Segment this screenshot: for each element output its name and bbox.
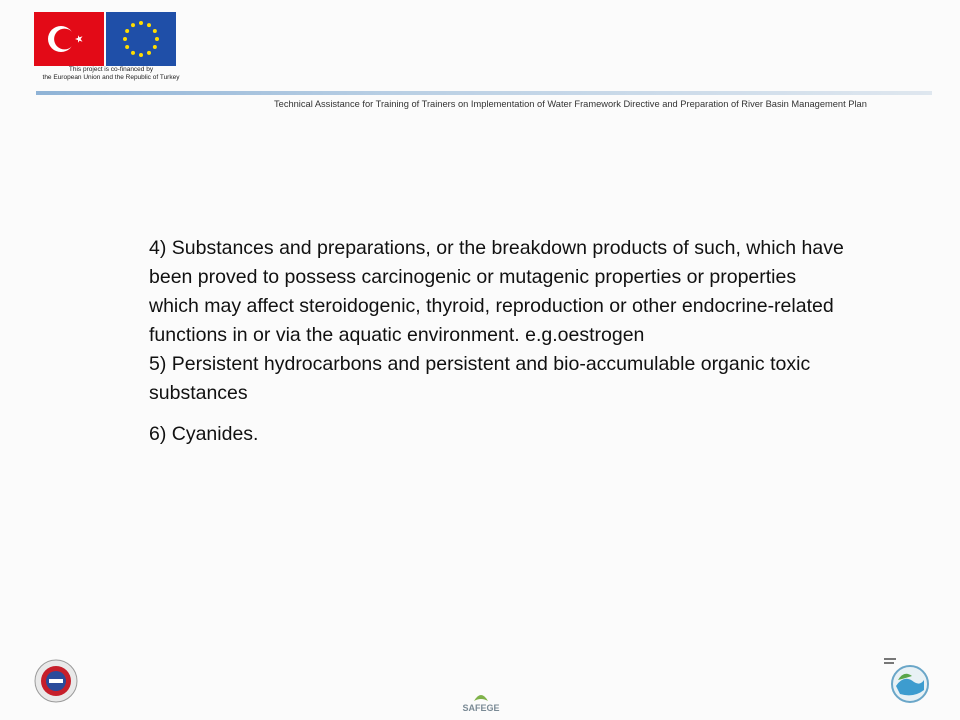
safege-logo [446,689,516,717]
eu-star [131,51,135,55]
safege-leaf-icon [446,689,516,703]
cofinance-line-1: This project is co-financed by [68,66,154,73]
eu-star [125,45,129,49]
list-item-6: 6) Cyanides. [149,423,259,445]
eu-star [147,51,151,55]
list-item-4: 4) Substances and preparations, or the breakdown products of such, which have been proved to possess carcinogenic or mutagenic properties or properties which may affect steroidogenic, thyroid, reproduction or other endocrine-related functions in or via the aquatic environment. e.g.oestrogen [149,237,844,346]
eu-star [123,37,127,41]
eu-star [153,29,157,33]
eu-star [139,21,143,25]
eu-star [155,37,159,41]
eu-star [125,29,129,33]
eu-star [139,53,143,57]
eu-star [147,23,151,27]
project-title: Technical Assistance for Training of Trainers on Implementation of Water Framework Directive and Preparation of River Basin Management Plan [274,99,867,109]
turkey-flag-icon [34,12,104,66]
cofinance-note [36,66,186,82]
list-item-5: 5) Persistent hydrocarbons and persistent and bio-accumulable organic toxic substances [149,353,811,404]
ministry-logo-icon [884,656,930,704]
cfcu-logo-icon [34,659,78,703]
header-divider [36,91,932,95]
eu-flag-icon [106,12,176,66]
safege-label: SAFEGE [462,703,500,713]
cofinance-line-2: the European Union and the Republic of Turkey [42,74,180,81]
eu-star [131,23,135,27]
eu-star [153,45,157,49]
slide-body [149,234,849,449]
